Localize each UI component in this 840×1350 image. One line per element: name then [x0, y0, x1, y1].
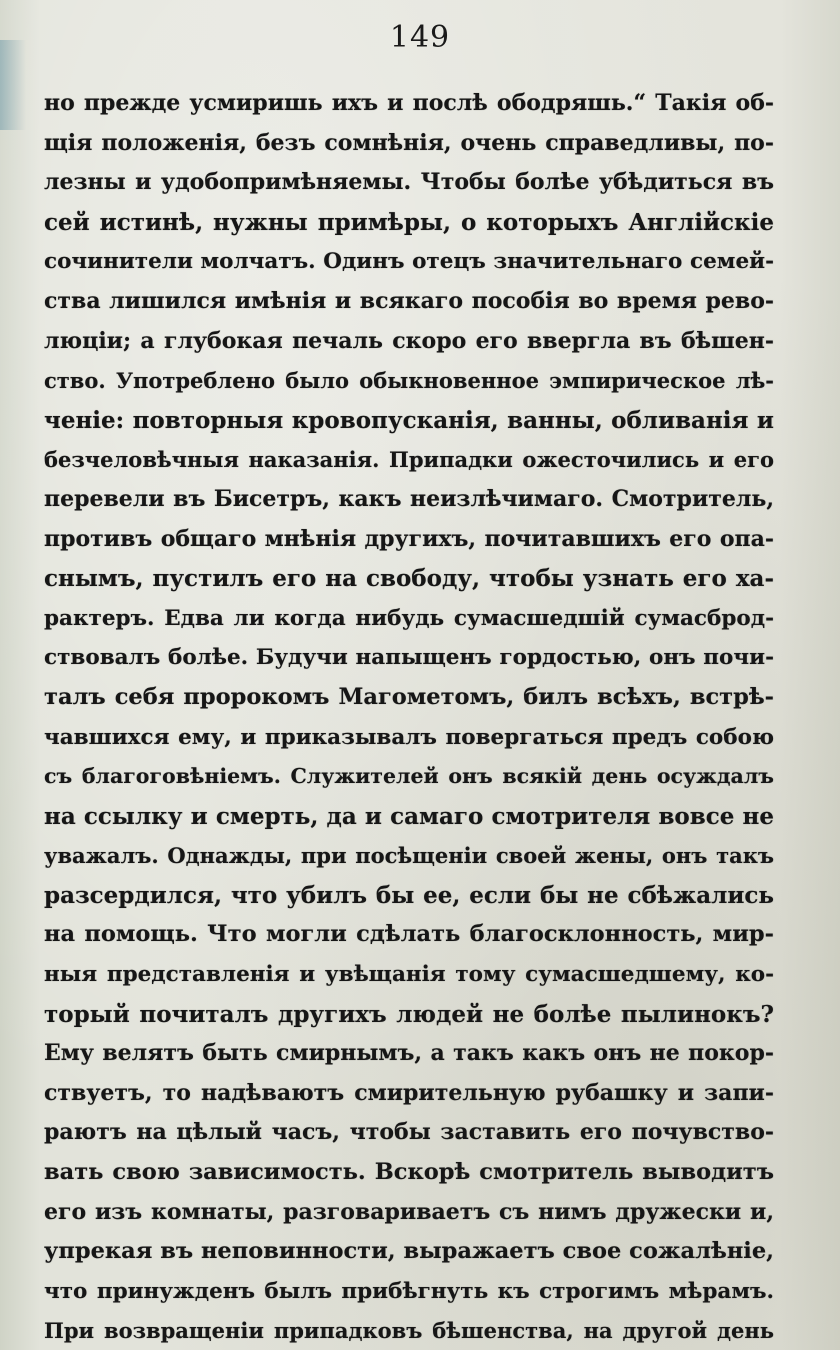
- text-line: перевели въ Бисетръ, какъ неизлѣчимаго. Смотритель,: [44, 485, 774, 512]
- text-line: щія положенія, безъ сомнѣнія, очень справедливы, по-: [44, 129, 774, 156]
- text-line: сочинители молчатъ. Одинъ отецъ значительнаго семей-: [44, 249, 774, 275]
- text-line: талъ себя пророкомъ Магометомъ, билъ всѣхъ, встрѣ-: [44, 683, 774, 710]
- text-line: ствуетъ, то надѣваютъ смирительную рубашку и запи-: [44, 1079, 774, 1106]
- text-line: что принужденъ былъ прибѣгнуть къ строгимъ мѣрамъ.: [44, 1278, 774, 1304]
- text-line: на ссылку и смерть, да и самаго смотрителя вовсе не: [44, 802, 774, 830]
- text-line: лезны и удобопримѣняемы. Чтобы болѣе убѣдиться въ: [44, 169, 774, 196]
- text-line: разсердился, что убилъ бы ее, если бы не сбѣжались: [44, 881, 774, 909]
- text-line: съ благоговѣніемъ. Служителей онъ всякій день осуждалъ: [44, 764, 774, 789]
- text-line: безчеловѣчныя наказанія. Припадки ожесточились и его: [44, 447, 774, 473]
- text-line: торый почиталъ другихъ людей не болѣе пылинокъ?: [44, 1000, 774, 1028]
- text-line: но прежде усмиришь ихъ и послѣ ободряшь.“ Такія об-: [44, 90, 774, 116]
- page-number: 149: [389, 20, 451, 55]
- text-line: При возвращеніи припадковъ бѣшенства, на другой день: [44, 1318, 774, 1344]
- text-line: ченіе: повторныя кровопусканія, ванны, обливанія и: [44, 406, 774, 434]
- text-line: противъ общаго мнѣнія другихъ, почитавшихъ его опа-: [44, 525, 774, 552]
- text-line: ство. Употреблено было обыкновенное эмпирическое лѣ-: [44, 368, 774, 394]
- text-line: на помощь. Что могли сдѣлать благосклонность, мир-: [44, 921, 774, 948]
- text-line: сей истинѣ, нужны примѣры, о которыхъ Англійскіе: [44, 208, 774, 236]
- text-line: чавшихся ему, и приказывалъ повергаться предъ собою: [44, 724, 774, 750]
- text-line: ныя представленія и увѣщанія тому сумасшедшему, ко-: [44, 962, 774, 988]
- body-text: [44, 84, 774, 1350]
- text-line: рактеръ. Едва ли когда нибудь сумасшедшій сумасброд-: [44, 605, 774, 631]
- text-line: уважалъ. Однажды, при посѣщеніи своей жены, онъ такъ: [44, 843, 774, 869]
- text-line: его изъ комнаты, разговариваетъ съ нимъ дружески и,: [44, 1198, 774, 1225]
- text-line: Ему велятъ быть смирнымъ, а такъ какъ онъ не покор-: [44, 1040, 774, 1067]
- text-line: ства лишился имѣнія и всякаго пособія во время рево-: [44, 287, 774, 314]
- text-line: люціи; а глубокая печаль скоро его ввергла въ бѣшен-: [44, 327, 774, 354]
- text-line: снымъ, пустилъ его на свободу, чтобы узнать его ха-: [44, 565, 774, 593]
- text-line: вать свою зависимость. Вскорѣ смотритель выводитъ: [44, 1159, 774, 1186]
- text-line: упрекая въ неповинности, выражаетъ свое сожалѣніе,: [44, 1238, 774, 1265]
- text-line: раютъ на цѣлый часъ, чтобы заставить его почувство-: [44, 1119, 774, 1146]
- text-line: ствовалъ болѣе. Будучи напыщенъ гордостью, онъ почи-: [44, 645, 774, 671]
